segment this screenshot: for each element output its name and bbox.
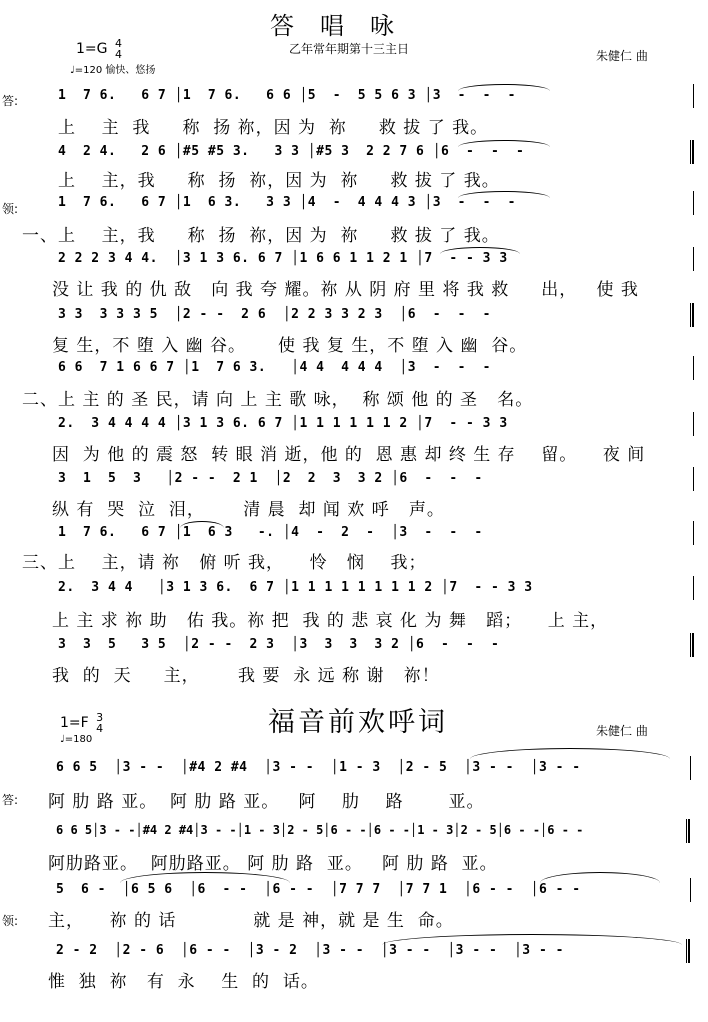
slur bbox=[458, 191, 550, 198]
notation-line: 1 7 6. 6 7 │1 6 3 -. │4 - 2 - │3 - - - bbox=[58, 525, 483, 540]
song2-key-signature bbox=[60, 712, 103, 734]
notation-line: 2. 3 4 4 4 4 │3 1 3 6. 6 7 │1 1 1 1 1 1 2 │7 - - 3 3 bbox=[58, 416, 508, 431]
lyric-line: 上 主，我 称 扬 祢，因 为 祢 救 拔 了 我。 bbox=[58, 171, 500, 191]
song2-time-bottom: 4 bbox=[96, 722, 104, 735]
lyric-line: 二、上 主 的 圣 民，请 向 上 主 歌 咏， 称 颂 他 的 圣 名。 bbox=[22, 390, 534, 410]
song1-composer: 朱健仁 曲 bbox=[596, 49, 648, 63]
lyric-line: 没 让 我 的 仇 敌 向 我 夸 耀。祢 从 阴 府 里 将 我 救 出， 使 我 bbox=[52, 280, 639, 300]
slur bbox=[458, 84, 550, 91]
lyric-line: 因 为 他 的 震 怒 转 眼 消 逝，他 的 恩 惠 却 终 生 存 留。 夜 间 bbox=[52, 445, 646, 465]
song1-title: 答唱咏 bbox=[270, 12, 420, 40]
notation-line: 2 - 2 │2 - 6 │6 - - │3 - 2 │3 - - │3 - - │3 - - │3 - - bbox=[56, 943, 564, 958]
notation-line: 3 3 5 3 5 │2 - - 2 3 │3 3 3 3 2 │6 - - - bbox=[58, 637, 500, 652]
notation-line: 1 7 6. 6 7 │1 6 3. 3 3 │4 - 4 4 4 3 │3 - - - bbox=[58, 195, 516, 210]
bar-line bbox=[693, 521, 694, 545]
notation-line: 6 6 5│3 - -│#4 2 #4│3 - -│1 - 3│2 - 5│6 - -│6 - -│1 - 3│2 - 5│6 - -│6 - - bbox=[56, 823, 584, 837]
song1-key: 1=G bbox=[76, 41, 108, 57]
song2-composer: 朱健仁 曲 bbox=[596, 724, 648, 738]
bar-line bbox=[693, 247, 694, 271]
lyric-line: 惟 独 祢 有 永 生 的 话。 bbox=[48, 972, 319, 992]
lyric-line: 阿肋路亚。 阿肋路亚。 阿 肋 路 亚。 阿 肋 路 亚。 bbox=[48, 854, 498, 874]
role-label: 领: bbox=[2, 914, 19, 928]
notation-line: 2 2 2 3 4 4. │3 1 3 6. 6 7 │1 6 6 1 1 2 1 │7 - - 3 3 bbox=[58, 251, 508, 266]
lyric-line: 复 生，不 堕 入 幽 谷。 使 我 复 生，不 堕 入 幽 谷。 bbox=[52, 336, 528, 356]
song2-tempo: ♩=180 bbox=[60, 734, 93, 745]
role-label: 领: bbox=[2, 202, 19, 216]
song2-time-top: 3 bbox=[96, 711, 104, 724]
bar-line bbox=[693, 576, 694, 600]
slur bbox=[540, 872, 660, 883]
bar-line bbox=[693, 356, 694, 380]
notation-line: 4 2 4. 2 6 │#5 #5 3. 3 3 │#5 3 2 2 7 6 │6 - - - bbox=[58, 144, 525, 159]
lyric-line: 我 的 天 主， 我 要 永 远 称 谢 祢！ bbox=[52, 666, 440, 686]
notation-line: 3 3 3 3 3 5 │2 - - 2 6 │2 2 3 3 2 3 │6 - - - bbox=[58, 307, 491, 322]
song1-key-signature bbox=[76, 38, 122, 60]
double-bar-line bbox=[686, 939, 690, 963]
notation-line: 5 6 - │6 5 6 │6 - - │6 - - │7 7 7 │7 7 1 │6 - - │6 - - bbox=[56, 882, 581, 897]
lyric-line: 上 主 我 称 扬 祢，因 为 祢 救 拔 了 我。 bbox=[58, 118, 489, 138]
slur bbox=[440, 247, 520, 254]
song2-time-signature bbox=[96, 712, 103, 734]
lyric-line: 上 主 求 祢 助 佑 我。祢 把 我 的 悲 哀 化 为 舞 蹈； 上 主， bbox=[52, 611, 609, 631]
song1-subtitle: 乙年常年期第十三主日 bbox=[289, 42, 410, 56]
notation-line: 3 1 5 3 │2 - - 2 1 │2 2 3 3 2 │6 - - - bbox=[58, 471, 483, 486]
notation-line: 2. 3 4 4 │3 1 3 6. 6 7 │1 1 1 1 1 1 1 1 2 │7 - - 3 3 bbox=[58, 580, 533, 595]
double-bar-line bbox=[686, 819, 690, 843]
slur bbox=[470, 748, 670, 759]
slur bbox=[458, 140, 550, 147]
lyric-line: 阿 肋 路 亚。 阿 肋 路 亚。 阿 肋 路 亚。 bbox=[48, 792, 485, 812]
role-label: 答: bbox=[2, 793, 19, 807]
double-bar-line bbox=[690, 633, 694, 657]
slur bbox=[382, 934, 682, 945]
bar-line bbox=[690, 756, 691, 780]
song2-title: 福音前欢呼词 bbox=[268, 707, 448, 738]
double-bar-line bbox=[690, 140, 694, 164]
lyric-line: 主， 祢 的 话 就 是 神，就 是 生 命。 bbox=[48, 911, 454, 931]
bar-line bbox=[690, 878, 691, 902]
lyric-line: 一、上 主，我 称 扬 祢，因 为 祢 救 拔 了 我。 bbox=[22, 226, 500, 246]
notation-line: 1 7 6. 6 7 │1 7 6. 6 6 │5 - 5 5 6 3 │3 - - - bbox=[58, 88, 516, 103]
bar-line bbox=[693, 467, 694, 491]
bar-line bbox=[693, 191, 694, 215]
bar-line bbox=[693, 412, 694, 436]
lyric-line: 三、上 主，请 祢 俯 听 我， 怜 悯 我； bbox=[22, 553, 427, 573]
slur bbox=[180, 521, 224, 528]
song1-time-signature bbox=[115, 38, 122, 60]
notation-line: 6 6 5 │3 - - │#4 2 #4 │3 - - │1 - 3 │2 - 5 │3 - - │3 - - bbox=[56, 760, 581, 775]
song1-time-bottom: 4 bbox=[114, 48, 122, 61]
notation-line: 6 6 7 1 6 6 7 │1 7 6 3. │4 4 4 4 4 │3 - - - bbox=[58, 360, 491, 375]
double-bar-line bbox=[690, 303, 694, 327]
lyric-line: 纵 有 哭 泣 泪， 清 晨 却 闻 欢 呼 声。 bbox=[52, 500, 445, 520]
song1-time-top: 4 bbox=[114, 37, 122, 50]
song2-key: 1=F bbox=[60, 715, 89, 731]
role-label: 答: bbox=[2, 94, 19, 108]
song1-tempo: ♩=120 愉快、悠扬 bbox=[70, 65, 156, 76]
bar-line bbox=[693, 84, 694, 108]
